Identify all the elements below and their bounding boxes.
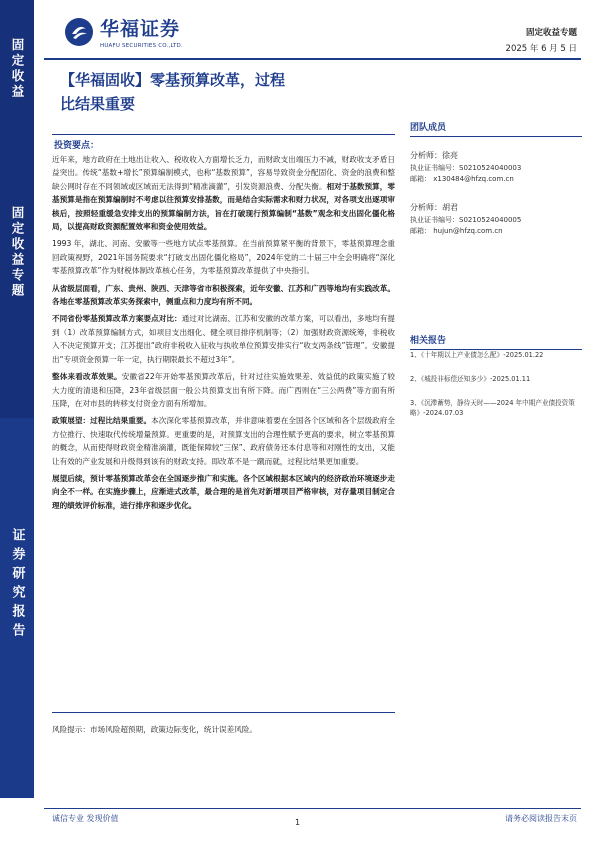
report-title-line-2: 比结果重要 bbox=[60, 95, 136, 113]
related-reports-heading: 相关报告 bbox=[410, 333, 582, 350]
analyst-cert: 执业证书编号：S0210524040005 bbox=[410, 216, 522, 224]
paragraph-effects bbox=[52, 370, 395, 410]
analyst-name: 分析师：胡君 bbox=[410, 203, 458, 212]
related-report-link[interactable]: 2、《城投非标偿还知多少》-2025.01.11 bbox=[410, 375, 531, 383]
footer-divider bbox=[44, 808, 581, 809]
paragraph-effects-text: 安徽省22年开始零基预算改革后，针对过往实施效果差、效益低的政策实施了较大力度的清退和压降，23年省级层面一般公共预算支出有所下降。而广西则在“三公两费”等方面有所压降，在对市县的转移支付资金方面有所增加。 bbox=[52, 372, 395, 408]
header-divider bbox=[44, 58, 581, 60]
sidebar-label-report-type: 固定收益专题 bbox=[10, 206, 25, 299]
investment-highlights bbox=[52, 137, 395, 516]
logo-emblem-icon bbox=[64, 17, 94, 47]
paragraph-effects-lead: 整体来看改革效果。 bbox=[52, 372, 122, 382]
sidebar-label-research: 证券研究报告 bbox=[9, 528, 25, 642]
paragraph-background-emphasis: 相对于基数预算，零基预算是指在预算编制时不考虑以往预算安排基数，而是结合实际需求和财力状况，对各项支出逐项审核后，按照轻重缓急安排支出的预算编制方法，旨在打破现行预算编制“基数”观念和支出固化僵化格局，以提高财政资源配置效率和资金使用效益。 bbox=[52, 181, 395, 232]
paragraph-background-text: 近年来，地方政府在土地出让收入、税收收入方面增长乏力，而财政支出端压力不减，财政收支矛盾日益突出。传统“基数+增长”预算编制模式，也称“基数预算”，容易导致资金分配固化、资金的浪费和整缺公网时存在不同领域或区域而无法得到“精准滴灌”，引发资源浪费、分配失衡。 bbox=[52, 155, 395, 191]
sidebar-label-category: 固定收益 bbox=[10, 38, 25, 100]
analyst-name: 分析师：徐亮 bbox=[410, 151, 458, 160]
highlights-heading: 投资要点： bbox=[54, 141, 100, 151]
sidebar bbox=[0, 0, 34, 841]
logo-english-name: HUAFU SECURITIES CO.,LTD. bbox=[100, 43, 183, 49]
page-number: 1 bbox=[294, 818, 301, 827]
paragraph-outlook-text: 本次深化零基预算改革，并非意味着要在全国各个区域和各个层级政府全方位推行、快速取代传统增量预算。更重要的是，对预算支出的合理性赋予更高的要求，树立零基预算的概念，从而使得财政资金精准滴灌，既能保障较“三保”、政府债务还本付息等和对刚性的支出，又能让有效的产业发展和升级得到该有的财政支持。即改革不是一蹴而就，过程比结果更加重要。 bbox=[52, 416, 396, 466]
paragraph-outlook bbox=[52, 414, 395, 468]
related-report-link[interactable]: 3、《沉滞蓄势，静待天时——2024 年中期产业债投资策略》-2024.07.03 bbox=[410, 399, 575, 417]
report-title-line-1: 【华福固收】零基预算改革，过程 bbox=[60, 71, 286, 89]
paragraph-forecast: 展望后续，预计零基预算改革会在全国逐步推广和实施。各个区域根据本区域内的经济政治环境逐步走向全不一样。在实施步骤上，应渐进式改革，最合理的是首先对新增项目严格审核，对存量项目制定合理的绩效评价标准，进行排序和逐步优化。 bbox=[52, 473, 395, 510]
report-date: 2025 年 6 月 5 日 bbox=[505, 44, 577, 54]
analyst-email[interactable]: 邮箱： hujun@hfzq.com.cn bbox=[410, 227, 503, 235]
analyst-email[interactable]: 邮箱： x130484@hfzq.com.cn bbox=[410, 175, 514, 183]
sidebar-block-report-type bbox=[0, 118, 34, 418]
team-panel bbox=[410, 120, 582, 237]
paragraph-comparison-text: 通过对比湖南、江苏和安徽的改革方案，可以看出，多地均有提到（1）改革预算编制方式，如项目支出细化、健全项目排序机制等；（2）加强财政资源统筹，非税收入不决定预算开支；江苏提出“政府非税收入征收与执收单位预算安排实行“收支两条线”管理”。安徽提出“专项资金预算一年一定，执行期限最长不超过3年”。 bbox=[52, 314, 396, 364]
paragraph-background bbox=[52, 153, 395, 233]
highlights-header bbox=[52, 137, 395, 153]
related-report-link[interactable]: 1、《十年期以上产业债怎么配》-2025.01.22 bbox=[410, 351, 544, 359]
main-bottom-divider bbox=[52, 712, 395, 713]
footer-slogan: 诚信专业 发现价值 bbox=[52, 814, 119, 823]
analyst-card bbox=[410, 149, 582, 185]
paragraph-comparison-lead: 不同省份零基预算改革方案要点对比： bbox=[52, 314, 182, 324]
risk-warning: 风险提示：市场风险超预期，政策边际变化，统计误差风险。 bbox=[52, 725, 258, 734]
logo-chinese-name: 华福证券 bbox=[100, 18, 181, 40]
paragraph-outlook-lead: 政策展望：过程比结果重要。 bbox=[52, 416, 152, 426]
company-logo bbox=[64, 14, 183, 49]
main-top-divider bbox=[52, 134, 395, 135]
analyst-cert: 执业证书编号：S0210524040003 bbox=[410, 164, 522, 172]
sidebar-block-research bbox=[0, 418, 34, 798]
paragraph-comparison bbox=[52, 312, 395, 366]
footer-disclaimer-note: 请务必阅读报告末页 bbox=[505, 814, 577, 823]
team-heading: 团队成员 bbox=[410, 120, 582, 137]
report-title bbox=[60, 68, 360, 116]
sidebar-block-category bbox=[0, 0, 34, 118]
analyst-card bbox=[410, 201, 582, 237]
report-type: 固定收益专题 bbox=[525, 28, 577, 38]
paragraph-provincial: 从省级层面看，广东、贵州、陕西、天津等省市积极探索，近年安徽、江苏和广西等地均有实践改革。各地在零基预算改革实务探索中，侧重点和力度均有所不同。 bbox=[52, 283, 395, 307]
paragraph-history: 1993 年，湖北、河南、安徽等一些地方试点零基预算。在当前预算紧平衡的背景下，零基预算理念重回政策视野，2021年国务院要求“打破支出固化僵化格局”，2024年党的二十届三中全会明确将“深化零基预算改革”作为财税体制改革核心任务，为零基预算改革提供了中央指引。 bbox=[52, 239, 395, 276]
